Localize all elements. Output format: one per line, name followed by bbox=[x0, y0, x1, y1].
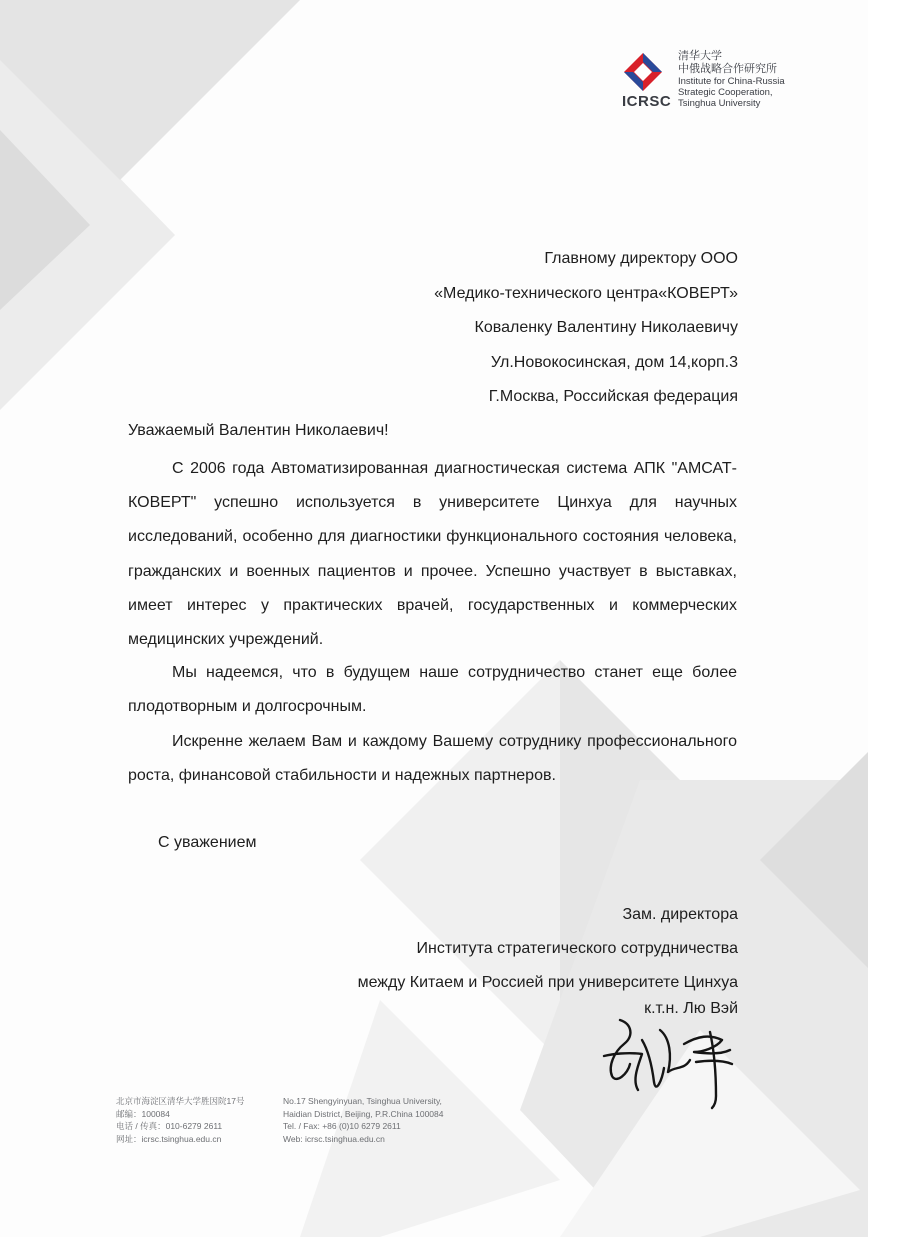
address-line-2: «Медико-технического центра«КОВЕРТ» bbox=[434, 285, 738, 302]
signatory-name: к.т.н. Лю Вэй bbox=[644, 1000, 738, 1017]
footer-cn-line-4: 网址：icrsc.tsinghua.edu.cn bbox=[116, 1133, 222, 1144]
footer-cn-line-2: 邮编：100084 bbox=[116, 1108, 170, 1119]
logo-line-en-3: Tsinghua University bbox=[678, 98, 761, 109]
address-line-1: Главному директору ООО bbox=[544, 250, 738, 267]
greeting: Уважаемый Валентин Николаевич! bbox=[128, 422, 389, 439]
footer-cn-line-1: 北京市海淀区清华大学胜因院17号 bbox=[116, 1096, 245, 1106]
logo-line-en-1: Institute for China-Russia bbox=[678, 76, 785, 87]
body-paragraph-2: Мы надеемся, что в будущем наше сотрудничество станет еще более плодотворным и долгосрочным. bbox=[128, 664, 737, 716]
logo-acronym: ICRSC bbox=[622, 93, 672, 110]
signatory-institute-2: между Китаем и Россией при университете Цинхуа bbox=[357, 974, 738, 991]
footer-en-line-2: Haidian District, Beijing, P.R.China 100084 bbox=[283, 1108, 444, 1119]
address-line-5: Г.Москва, Российская федерация bbox=[488, 388, 738, 405]
logo-line-cn-2: 中俄战略合作研究所 bbox=[678, 63, 777, 75]
logo-text bbox=[678, 50, 785, 109]
handwritten-signature bbox=[598, 1010, 748, 1110]
signatory-institute: Института стратегического сотрудничества bbox=[416, 940, 738, 957]
paper-edge bbox=[868, 0, 900, 1237]
footer-address-en bbox=[283, 1095, 444, 1145]
logo-line-en-2: Strategic Cooperation, bbox=[678, 87, 773, 98]
body-paragraph-3: Искренне желаем Вам и каждому Вашему сотруднику профессионального роста, финансовой стабильности и надежных партнеров. bbox=[128, 733, 737, 785]
footer-address-cn bbox=[116, 1095, 244, 1145]
footer-en-line-4: Web: icrsc.tsinghua.edu.cn bbox=[283, 1133, 385, 1144]
footer-en-line-1: No.17 Shengyinyuan, Tsinghua University, bbox=[283, 1096, 442, 1106]
icrsc-logo-icon bbox=[623, 52, 663, 92]
logo-line-cn-1: 清华大学 bbox=[678, 50, 722, 62]
footer-cn-line-3: 电话 / 传真：010-6279 2611 bbox=[116, 1121, 223, 1131]
signatory-title: Зам. директора bbox=[622, 906, 738, 923]
closing: С уважением bbox=[158, 834, 257, 851]
body-paragraph-1: С 2006 года Автоматизированная диагностическая система АПК "АМСАТ-КОВЕРТ" успешно используется в университете Цинхуа для научных исследований, особенно для диагностики функционального состояния человека, гражданских и военных пациентов и прочее. Успешно участвует в выставках, имеет интерес у практических врачей, государственных и коммерческих медицинских учреждений. bbox=[128, 460, 737, 649]
address-line-4: Ул.Новокосинская, дом 14,корп.3 bbox=[490, 354, 738, 371]
footer-en-line-3: Tel. / Fax: +86 (0)10 6279 2611 bbox=[283, 1121, 401, 1131]
address-line-3: Коваленку Валентину Николаевичу bbox=[474, 319, 738, 336]
